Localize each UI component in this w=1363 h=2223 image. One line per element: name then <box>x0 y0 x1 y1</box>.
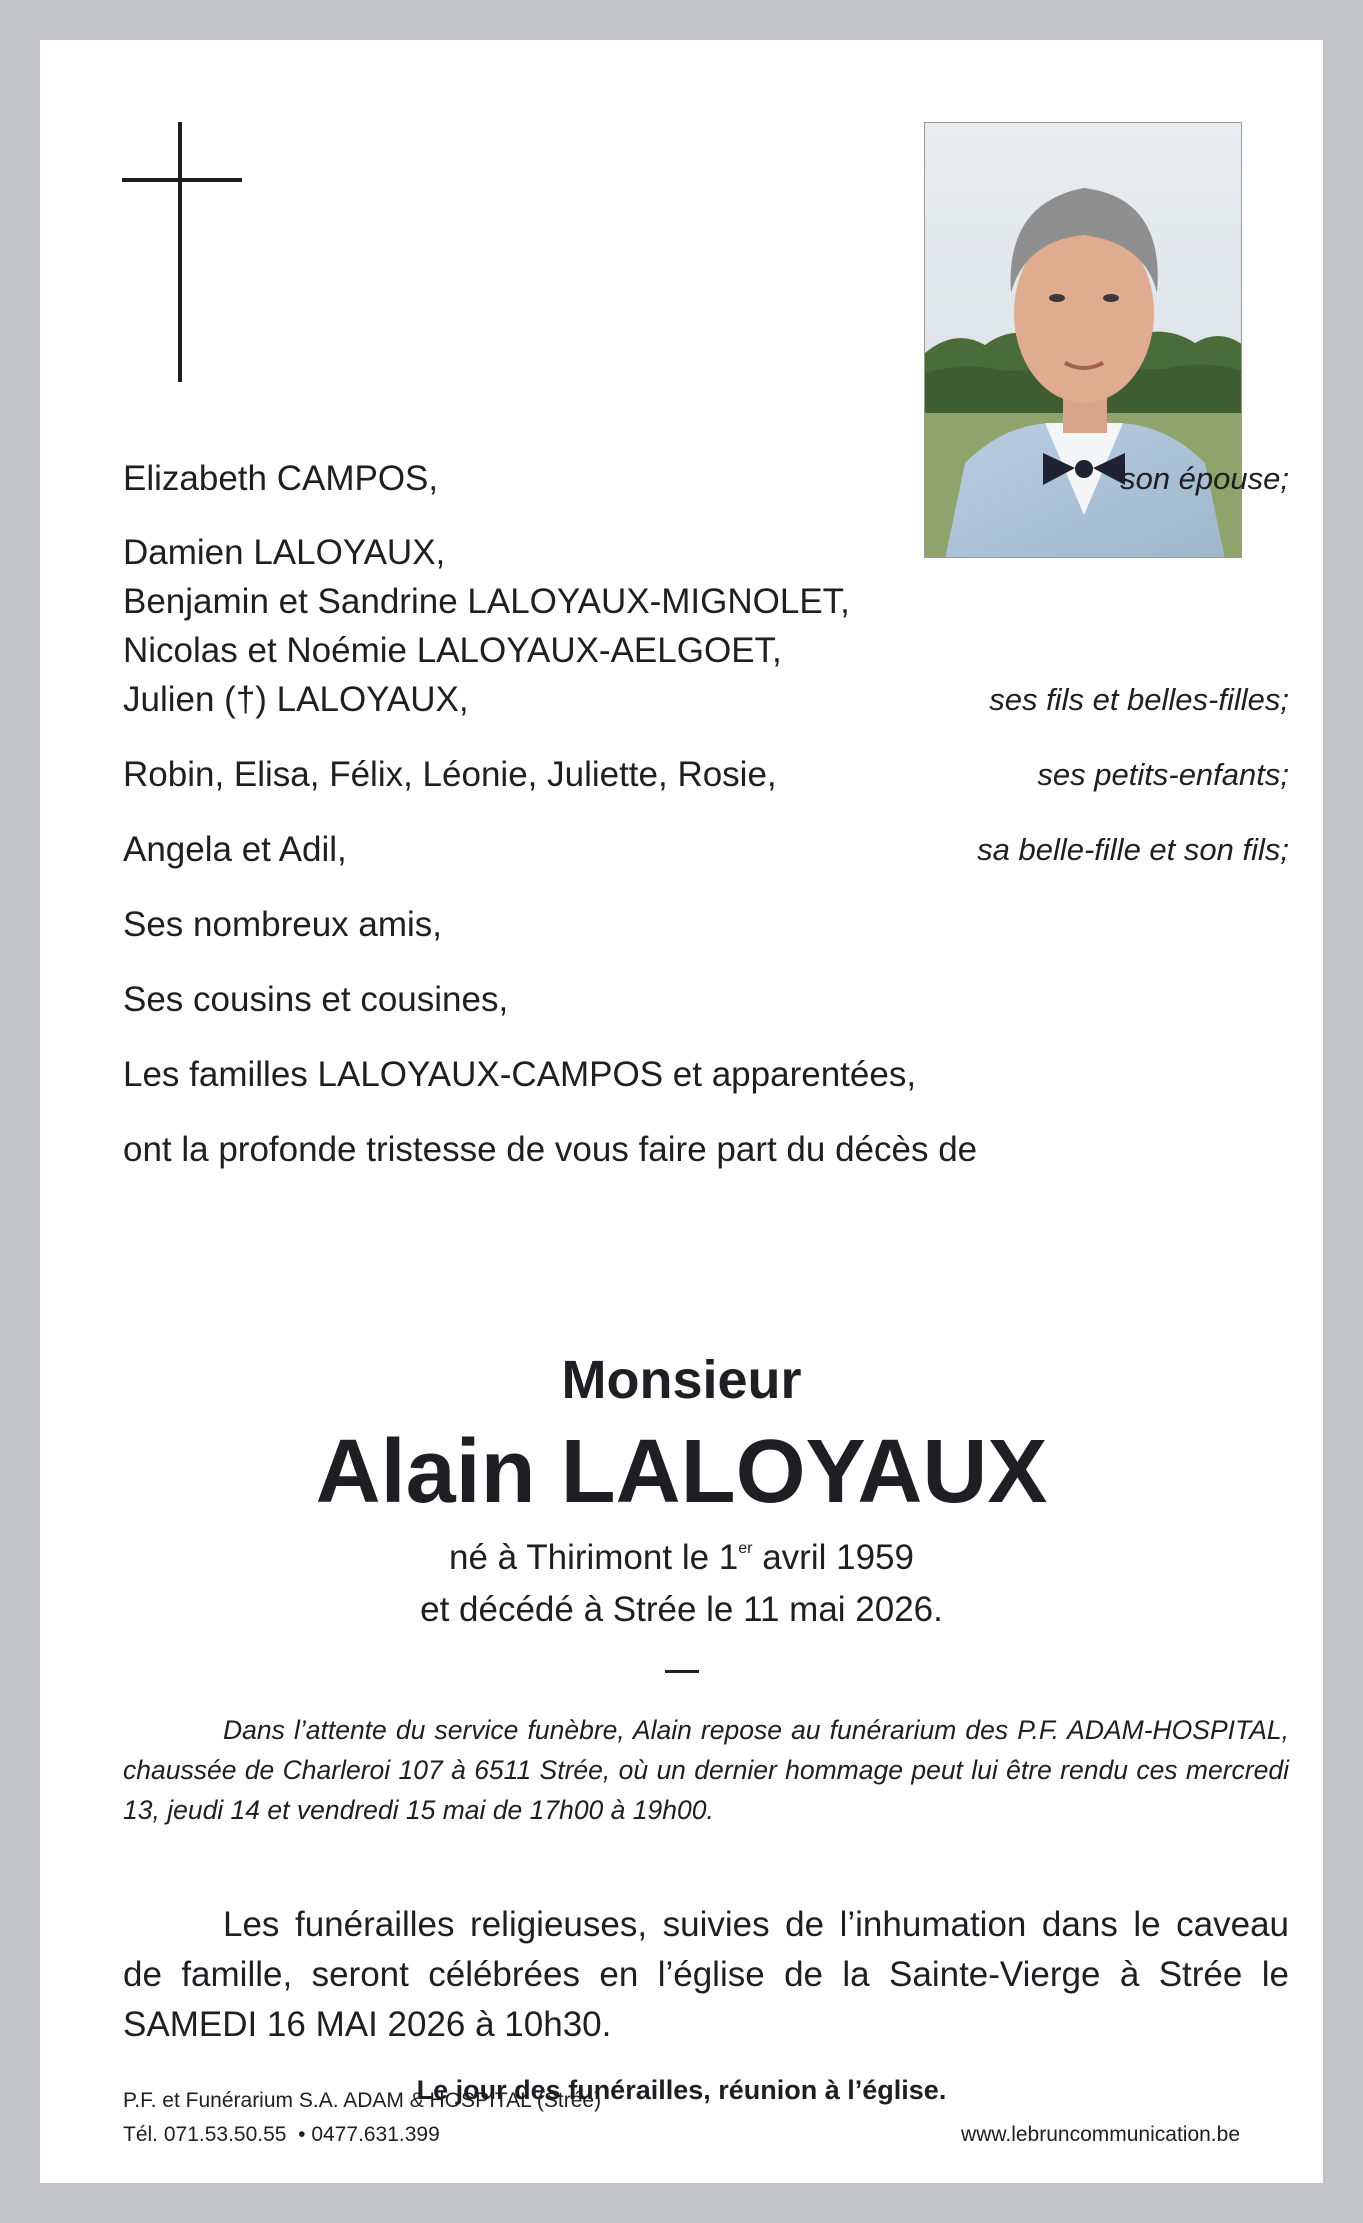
birth-line <box>40 1533 1323 1583</box>
footer-phones: Tél. 071.53.50.55 • 0477.631.399 <box>123 2123 440 2146</box>
family-name: Robin, Elisa, Félix, Léonie, Juliette, Rosie, <box>123 755 777 794</box>
announcement-text: ont la profonde tristesse de vous faire part du décès de <box>123 1130 978 1169</box>
family-name: Ses nombreux amis, <box>123 905 443 944</box>
family-name: Nicolas et Noémie LALOYAUX-AELGOET, <box>123 631 782 670</box>
family-name: Ses cousins et cousines, <box>123 980 509 1019</box>
cross-icon <box>122 122 242 382</box>
funeral-paragraph: Les funérailles religieuses, suivies de l’inhumation dans le caveau de famille, seront célébrées en l’église de la Sainte-Vierge à Strée le SAMEDI 16 MAI 2026 à 10h30. <box>123 1905 1289 2044</box>
deceased-name: Alain LALOYAUX <box>315 1422 1048 1522</box>
family-name: Les familles LALOYAUX-CAMPOS et apparentées, <box>123 1055 917 1094</box>
birth-date: avril 1959 <box>752 1538 914 1577</box>
footer-company: P.F. et Funérarium S.A. ADAM & HOSPITAL (Strée) <box>123 2089 602 2112</box>
family-relation: son épouse; <box>1120 461 1289 496</box>
birth-text: né à Thirimont le 1 <box>449 1538 739 1577</box>
family-relation: ses petits-enfants; <box>1037 757 1289 792</box>
family-relation: ses fils et belles-filles; <box>989 682 1289 717</box>
deceased-title: Monsieur <box>561 1350 802 1410</box>
family-row-sons <box>123 528 1289 724</box>
family-name: Benjamin et Sandrine LALOYAUX-MIGNOLET, <box>123 582 850 621</box>
birth-ordinal: er <box>738 1540 753 1557</box>
death-line: et décédé à Strée le 11 mai 2026. <box>420 1590 943 1629</box>
reunion-note: Le jour des funérailles, réunion à l’église. <box>416 2075 947 2105</box>
family-relation: sa belle-fille et son fils; <box>977 832 1289 867</box>
family-name: Angela et Adil, <box>123 830 347 869</box>
footer-website: www.lebruncommunication.be <box>961 2123 1240 2146</box>
obituary-card <box>40 40 1323 2183</box>
family-name: Elizabeth CAMPOS, <box>123 459 439 498</box>
visitation-paragraph: Dans l’attente du service funèbre, Alain repose au funérarium des P.F. ADAM-HOSPITAL, chaussée de Charleroi 107 à 6511 Strée, où un dernier hommage peut lui être rendu ces mercredi 13, jeudi 14 et vendredi 15 mai de 17h00 à 19h00. <box>123 1715 1289 1825</box>
separator-dash <box>665 1670 699 1673</box>
family-name: Damien LALOYAUX, <box>123 533 446 572</box>
family-name: Julien (†) LALOYAUX, <box>123 680 469 719</box>
